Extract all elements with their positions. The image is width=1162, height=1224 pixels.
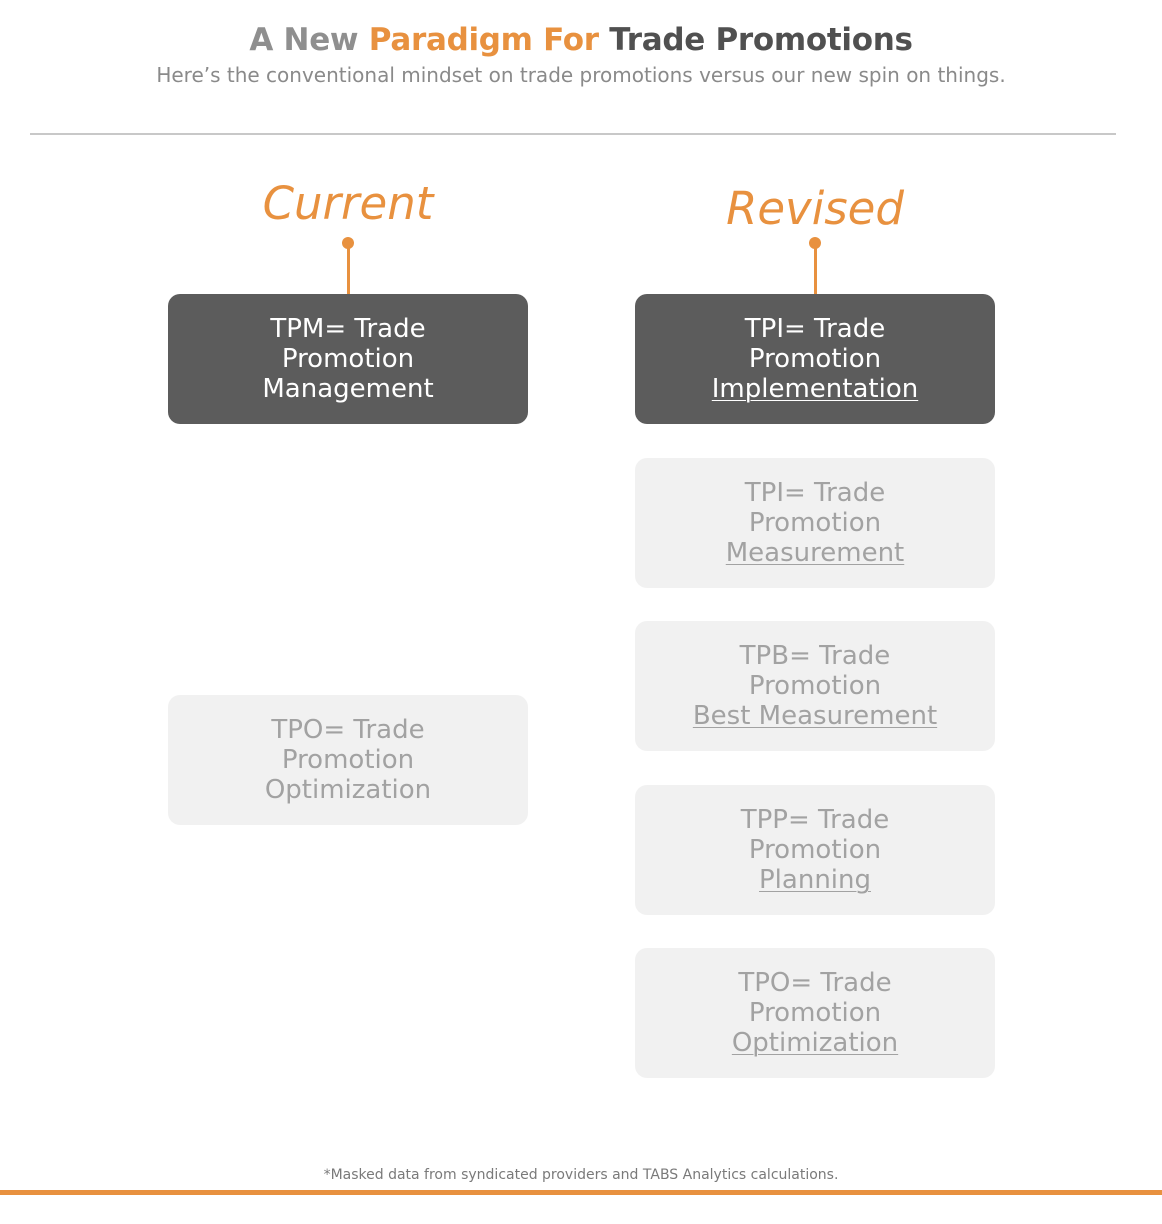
title-part-1: A New [249, 22, 369, 58]
footnote: *Masked data from syndicated providers and TABS Analytics calculations. [323, 1167, 839, 1183]
box-line: Promotion [748, 998, 882, 1028]
box-line: Promotion [281, 745, 415, 775]
current-box-tpo [168, 695, 528, 825]
box-line: TPI= Trade [744, 314, 886, 344]
current-heading: Current [262, 177, 434, 230]
title-part-2: Paradigm For [368, 22, 599, 58]
box-line: Promotion [748, 835, 882, 865]
revised-box-measurement [635, 458, 995, 588]
revised-box-optimization [635, 948, 995, 1078]
box-line: Promotion [281, 344, 415, 374]
box-line: TPI= Trade [744, 478, 886, 508]
bottom-accent-bar [0, 1190, 1162, 1195]
header-divider [30, 133, 1116, 135]
box-line-underlined: Planning [759, 865, 871, 895]
box-line: Optimization [264, 775, 432, 805]
box-line: Management [262, 374, 434, 404]
box-line: TPB= Trade [739, 641, 891, 671]
current-connector-line [347, 246, 350, 294]
revised-heading: Revised [726, 182, 904, 235]
box-line-underlined: Implementation [711, 374, 919, 404]
box-line: TPM= Trade [270, 314, 426, 344]
box-line: TPP= Trade [740, 805, 890, 835]
title-part-3: Trade Promotions [598, 22, 913, 58]
current-box-tpm [168, 294, 528, 424]
box-line: TPO= Trade [738, 968, 892, 998]
revised-box-best-measurement [635, 621, 995, 751]
box-line: Promotion [748, 671, 882, 701]
revised-box-planning [635, 785, 995, 915]
page-title [0, 22, 1162, 58]
box-line-underlined: Measurement [725, 538, 905, 568]
box-line: TPO= Trade [271, 715, 425, 745]
revised-connector-line [814, 246, 817, 294]
box-line: Promotion [748, 508, 882, 538]
box-line: Promotion [748, 344, 882, 374]
page-subtitle: Here’s the conventional mindset on trade promotions versus our new spin on things. [156, 63, 1006, 87]
box-line-underlined: Best Measurement [692, 701, 938, 731]
revised-box-implementation [635, 294, 995, 424]
box-line-underlined: Optimization [731, 1028, 899, 1058]
